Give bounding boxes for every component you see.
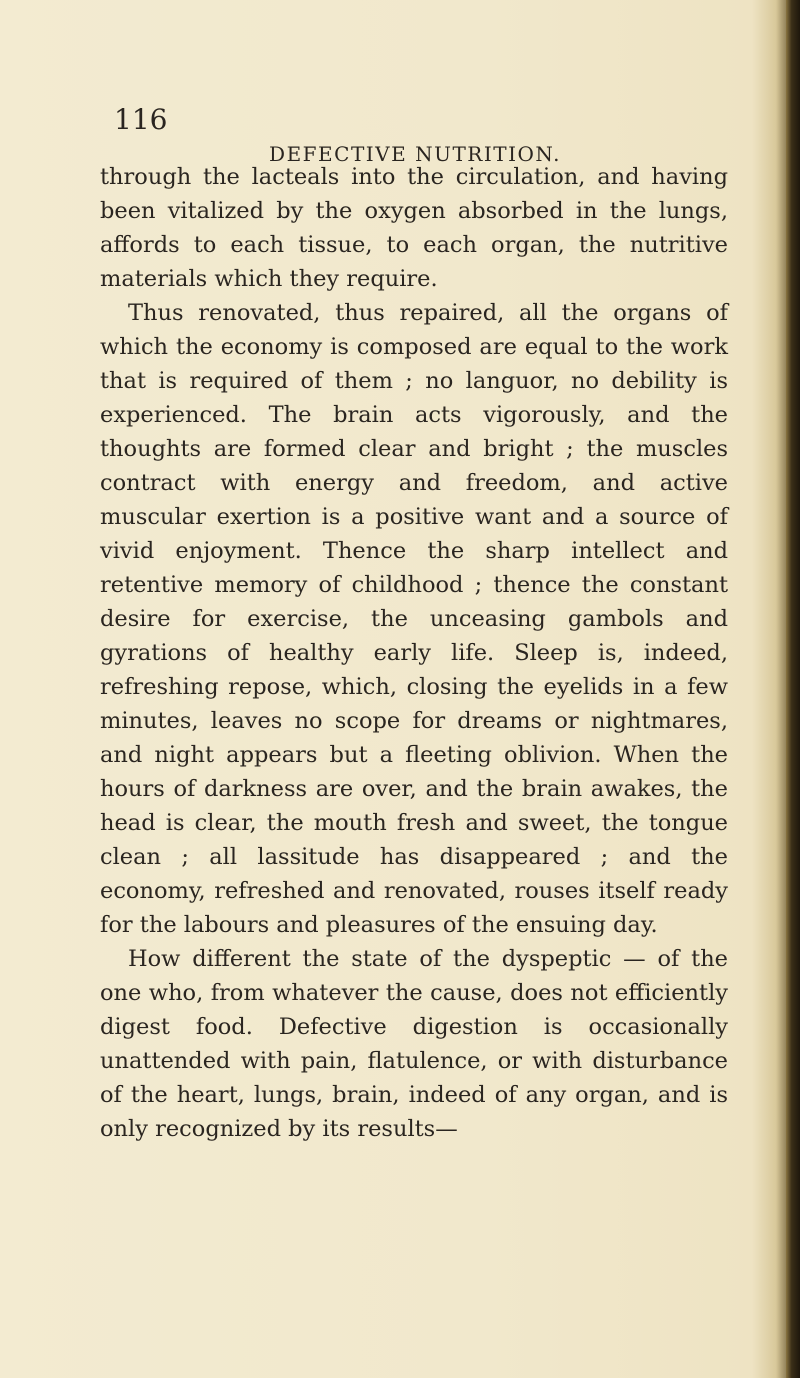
page-edge-shadow [786,0,800,1378]
page-number: 116 [114,103,168,136]
paragraph-continuation: through the lacteals into the circulation, and having been vitalized by the oxygen absorbed in the lungs, affords to each tissue, to each organ, the nutritive materials which they require. [100,164,728,292]
running-head: DEFECTIVE NUTRITION. [269,142,561,166]
paragraph-renovated-organs: Thus renovated, thus repaired, all the organs of which the economy is composed are equal to the work that is required of them ; no languor, no debility is experienced. The brain acts vigorously, and the thoughts are formed clear and bright ; the muscles contract with energy and freedom, and active muscular exertion is a positive want and a source of vivid enjoyment. Thence the sharp intellect and retentive memory of childhood ; thence the constant desire for exercise, the unceasing gambols and gyrations of healthy early life. Sleep is, indeed, refreshing repose, which, closing the eyelids in a few minutes, leaves no scope for dreams or nightmares, and night appears but a fleeting oblivion. When the hours of darkness are over, and the brain awakes, the head is clear, the mouth fresh and sweet, the tongue clean ; all lassitude has disappeared ; and the economy, refreshed and renovated, rouses itself ready for the labours and pleasures of the ensuing day. [100,300,728,938]
paragraph-dyspeptic: How different the state of the dyspeptic — of the one who, from whatever the cause, does not efficiently digest food. Defective digestion is occasionally unattended with pain, flatulence, or with disturbance of the heart, lungs, brain, indeed of any organ, and is only recognized by its results— [100,946,728,1142]
body-text [100,160,728,1146]
